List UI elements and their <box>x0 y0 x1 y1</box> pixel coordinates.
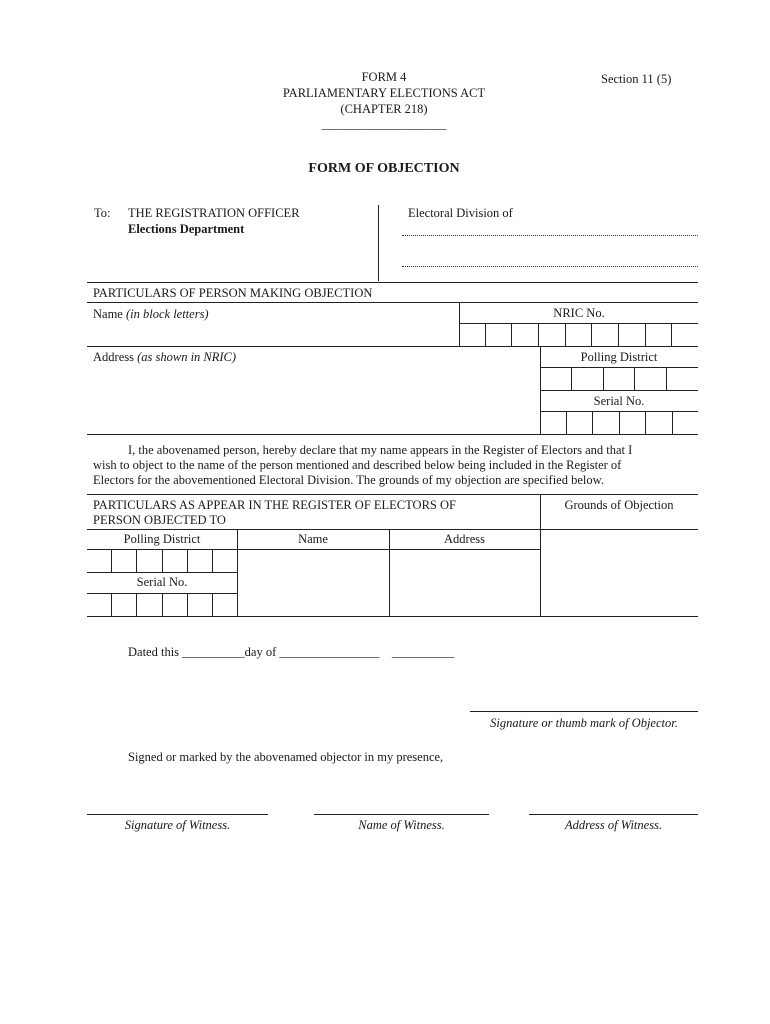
polling-district-box-bottom <box>540 390 698 391</box>
name-row-bottom <box>87 346 698 347</box>
signed-in-presence: Signed or marked by the abovenamed objector in my presence, <box>128 750 444 764</box>
declaration-line-1: I, the abovenamed person, hereby declare that my name appears in the Register of Electors and that I <box>128 443 633 457</box>
form-number: FORM 4 <box>361 70 407 84</box>
objector-box-top <box>87 282 698 283</box>
to-divider <box>378 205 379 281</box>
objected-polling-district-cells[interactable] <box>87 550 237 572</box>
page-title: FORM OF OBJECTION <box>308 161 460 176</box>
witness-signature-label: Signature of Witness. <box>124 818 231 832</box>
electoral-division-line-2[interactable] <box>402 266 698 267</box>
header-underline: ____________________ <box>321 117 447 131</box>
objector-name-text: Name <box>93 307 123 321</box>
electoral-division-label: Electoral Division of <box>408 206 513 220</box>
grounds-label: Grounds of Objection <box>564 498 674 512</box>
objected-address-input[interactable] <box>390 550 539 616</box>
objected-heading-2: PERSON OBJECTED TO <box>93 513 226 527</box>
grounds-input-area[interactable] <box>541 530 698 616</box>
nric-label: NRIC No. <box>553 306 605 320</box>
objector-address-text: Address <box>93 350 134 364</box>
witness-address-line[interactable] <box>529 814 698 815</box>
objector-address-label <box>93 350 236 365</box>
objected-box-bottom <box>87 616 698 617</box>
declaration-line-3: Electors for the abovementioned Electoral Division. The grounds of my objection are specified below. <box>93 473 604 487</box>
objected-name-input[interactable] <box>238 550 388 616</box>
objector-address-hint: (as shown in NRIC) <box>137 350 237 364</box>
objector-signature-line[interactable] <box>470 711 698 712</box>
objector-signature-label: Signature or thumb mark of Objector. <box>490 716 678 730</box>
to-label: To: <box>94 206 111 220</box>
objector-serial-label: Serial No. <box>593 394 645 408</box>
objector-polling-district-cells[interactable] <box>540 368 698 390</box>
objected-polling-district-label: Polling District <box>123 532 201 546</box>
dated-line[interactable]: Dated this __________day of ________________ __________ <box>128 645 455 659</box>
objector-heading-rule <box>87 302 698 303</box>
objected-name-label: Name <box>298 532 328 546</box>
objector-name-label <box>93 307 209 322</box>
objected-heading-1: PARTICULARS AS APPEAR IN THE REGISTER OF ELECTORS OF <box>93 498 456 512</box>
witness-name-line[interactable] <box>314 814 489 815</box>
witness-signature-line[interactable] <box>87 814 268 815</box>
objector-polling-district-label: Polling District <box>580 350 658 364</box>
objector-name-hint: (in block letters) <box>125 307 209 321</box>
witness-address-label: Address of Witness. <box>564 818 663 832</box>
declaration-line-2: wish to object to the name of the person mentioned and described below being included in the Register of <box>93 458 622 472</box>
witness-name-label: Name of Witness. <box>358 818 445 832</box>
objector-box-bottom <box>87 434 698 435</box>
chapter: (CHAPTER 218) <box>340 102 428 116</box>
objector-heading: PARTICULARS OF PERSON MAKING OBJECTION <box>93 286 373 300</box>
electoral-division-line-1[interactable] <box>402 235 698 236</box>
objected-box-top <box>87 494 698 495</box>
registration-officer: THE REGISTRATION OFFICER <box>128 206 300 220</box>
objected-polling-box-bottom <box>87 572 237 573</box>
objected-serial-label: Serial No. <box>136 575 188 589</box>
objected-serial-cells[interactable] <box>87 594 237 616</box>
section-ref: Section 11 (5) <box>601 72 672 86</box>
act-title: PARLIAMENTARY ELECTIONS ACT <box>282 86 486 100</box>
nric-input-cells[interactable] <box>459 324 698 346</box>
elections-department: Elections Department <box>128 222 245 236</box>
objector-serial-cells[interactable] <box>540 412 698 434</box>
objected-address-label: Address <box>444 532 485 546</box>
